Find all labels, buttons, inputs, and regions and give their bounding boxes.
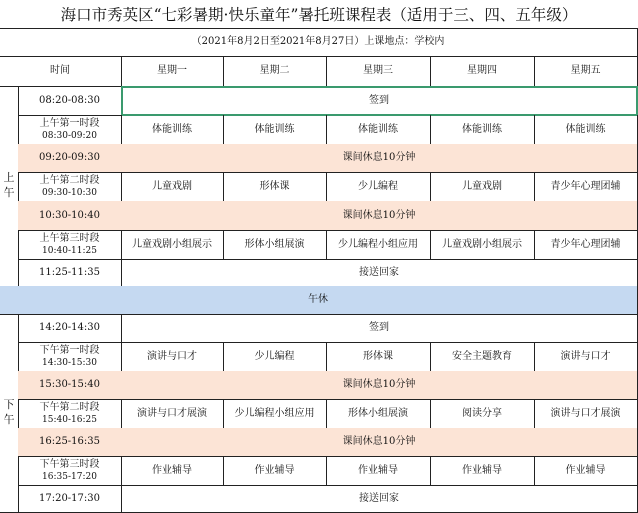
time-cell[interactable] — [18, 371, 122, 400]
course-name: 儿童戏剧 — [462, 180, 502, 192]
noon-label: 午休 — [308, 294, 328, 306]
course-name: 演讲与口才 — [560, 350, 611, 362]
time-cell[interactable] — [18, 201, 122, 231]
period-label: 下午第三时段 — [39, 458, 100, 470]
span-text: 课间休息10分钟 — [342, 436, 416, 448]
time-range: 08:20-08:30 — [38, 94, 100, 106]
time-cell[interactable] — [18, 399, 122, 429]
course-cell[interactable] — [223, 172, 327, 202]
break-row[interactable] — [121, 428, 638, 457]
course-cell[interactable] — [326, 115, 431, 145]
time-range: 10:30-10:40 — [38, 209, 100, 221]
course-name: 作业辅导 — [565, 464, 606, 476]
period-label: 上午第三时段 — [39, 232, 100, 244]
header-time[interactable] — [0, 56, 122, 87]
time-range: 09:20-09:30 — [38, 152, 100, 164]
time-range: 10:40-11:25 — [42, 246, 97, 257]
course-name: 形体小组展演 — [348, 407, 408, 419]
span-text: 签到 — [369, 94, 389, 106]
header-day[interactable] — [534, 56, 638, 87]
course-cell[interactable] — [121, 115, 224, 145]
time-cell[interactable] — [18, 342, 122, 372]
course-cell[interactable] — [430, 399, 535, 429]
course-name: 形体课 — [363, 350, 393, 362]
span-text: 课间休息10分钟 — [342, 379, 416, 391]
noon-row[interactable] — [0, 286, 638, 315]
course-cell[interactable] — [534, 230, 638, 260]
course-name: 形体课 — [259, 180, 290, 192]
course-cell[interactable] — [121, 456, 224, 486]
course-cell[interactable] — [121, 342, 224, 372]
course-name: 少儿编程小组应用 — [338, 238, 418, 250]
course-cell[interactable] — [326, 399, 431, 429]
course-cell[interactable] — [223, 230, 327, 260]
course-name: 演讲与口才展演 — [550, 407, 621, 419]
period-label: 下午第一时段 — [39, 344, 100, 356]
course-cell[interactable] — [534, 115, 638, 145]
course-name: 少儿编程 — [358, 180, 398, 192]
header-day[interactable] — [121, 56, 224, 87]
course-cell[interactable] — [326, 172, 431, 202]
span-text: 课间休息10分钟 — [342, 152, 416, 164]
period-label: 上午第一时段 — [39, 117, 100, 129]
course-cell[interactable] — [430, 456, 535, 486]
course-cell[interactable] — [326, 342, 431, 372]
course-cell[interactable] — [430, 230, 535, 260]
header-day[interactable] — [223, 56, 327, 87]
span-row[interactable] — [121, 259, 638, 287]
course-cell[interactable] — [430, 172, 535, 202]
break-row[interactable] — [121, 201, 638, 231]
day-label: 星期四 — [467, 65, 497, 77]
course-name: 儿童戏剧小组展示 — [442, 238, 522, 250]
time-range: 15:40-16:25 — [42, 415, 97, 426]
course-name: 作业辅导 — [358, 464, 398, 476]
time-cell[interactable] — [18, 485, 122, 513]
subtitle-cell[interactable] — [0, 28, 638, 57]
span-text: 接送回家 — [359, 266, 399, 278]
day-label: 星期一 — [157, 65, 187, 77]
day-label: 星期五 — [570, 65, 601, 77]
course-name: 演讲与口才展演 — [137, 407, 207, 419]
time-range: 09:30-10:30 — [42, 188, 97, 199]
day-label: 星期二 — [259, 65, 290, 77]
time-range: 17:20-17:30 — [38, 492, 100, 504]
course-name: 作业辅导 — [152, 464, 192, 476]
morning-label: 上午 — [3, 171, 15, 199]
course-name: 体能训练 — [462, 123, 502, 135]
course-name: 青少年心理团辅 — [550, 180, 621, 192]
time-cell[interactable] — [18, 86, 122, 116]
span-row[interactable] — [121, 86, 638, 116]
span-text: 课间休息10分钟 — [342, 209, 416, 221]
course-cell[interactable] — [223, 456, 327, 486]
course-cell[interactable] — [534, 399, 638, 429]
time-range: 11:25-11:35 — [38, 266, 100, 278]
course-cell[interactable] — [121, 172, 224, 202]
break-row[interactable] — [121, 371, 638, 400]
course-name: 青少年心理团辅 — [550, 238, 621, 250]
time-cell[interactable] — [18, 115, 122, 145]
time-range: 14:20-14:30 — [38, 322, 100, 334]
sheet-title: 海口市秀英区“七彩暑期·快乐童年”暑托班课程表（适用于三、四、五年级） — [0, 0, 638, 29]
subtitle: （2021年8月2日至2021年8月27日）上课地点：学校内 — [191, 36, 445, 48]
time-cell[interactable] — [18, 172, 122, 202]
course-cell[interactable] — [326, 456, 431, 486]
break-row[interactable] — [121, 144, 638, 173]
period-label: 上午第二时段 — [39, 174, 100, 186]
course-name: 形体小组展演 — [244, 238, 305, 250]
time-cell[interactable] — [18, 314, 122, 343]
course-cell[interactable] — [223, 342, 327, 372]
time-range: 08:30-09:20 — [42, 131, 97, 142]
course-name: 儿童戏剧小组展示 — [132, 238, 212, 250]
period-label: 下午第二时段 — [39, 401, 100, 413]
course-cell[interactable] — [223, 115, 327, 145]
time-range: 16:35-17:20 — [42, 472, 97, 483]
course-name: 体能训练 — [565, 123, 606, 135]
course-name: 作业辅导 — [254, 464, 295, 476]
header-day[interactable] — [326, 56, 431, 87]
course-name: 体能训练 — [152, 123, 192, 135]
afternoon-label-cell[interactable] — [0, 314, 19, 513]
time-range: 14:30-15:30 — [42, 358, 97, 369]
time-range: 15:30-15:40 — [38, 379, 100, 391]
span-row[interactable] — [121, 485, 638, 513]
course-cell[interactable] — [223, 399, 327, 429]
header-time-label: 时间 — [50, 65, 70, 77]
day-label: 星期三 — [363, 65, 393, 77]
course-cell[interactable] — [121, 399, 224, 429]
course-cell[interactable] — [534, 172, 638, 202]
time-cell[interactable] — [18, 144, 122, 173]
span-text: 接送回家 — [359, 492, 399, 504]
afternoon-label: 下午 — [3, 398, 15, 426]
course-name: 安全主题教育 — [452, 350, 512, 362]
time-cell[interactable] — [18, 428, 122, 457]
span-text: 签到 — [369, 322, 389, 334]
course-name: 儿童戏剧 — [152, 180, 192, 192]
course-name: 少儿编程小组应用 — [234, 407, 315, 419]
course-name: 少儿编程 — [254, 350, 295, 362]
course-cell[interactable] — [534, 342, 638, 372]
course-name: 演讲与口才 — [147, 350, 197, 362]
course-name: 阅读分享 — [462, 407, 502, 419]
course-cell[interactable] — [430, 342, 535, 372]
morning-label-cell[interactable] — [0, 86, 19, 287]
course-name: 体能训练 — [254, 123, 295, 135]
course-cell[interactable] — [430, 115, 535, 145]
course-name: 作业辅导 — [462, 464, 502, 476]
header-day[interactable] — [430, 56, 535, 87]
course-cell[interactable] — [121, 230, 224, 260]
span-row[interactable] — [121, 314, 638, 343]
time-range: 16:25-16:35 — [38, 436, 100, 448]
course-cell[interactable] — [534, 456, 638, 486]
time-cell[interactable] — [18, 259, 122, 287]
course-name: 体能训练 — [358, 123, 398, 135]
course-cell[interactable] — [326, 230, 431, 260]
time-cell[interactable] — [18, 456, 122, 486]
time-cell[interactable] — [18, 230, 122, 260]
